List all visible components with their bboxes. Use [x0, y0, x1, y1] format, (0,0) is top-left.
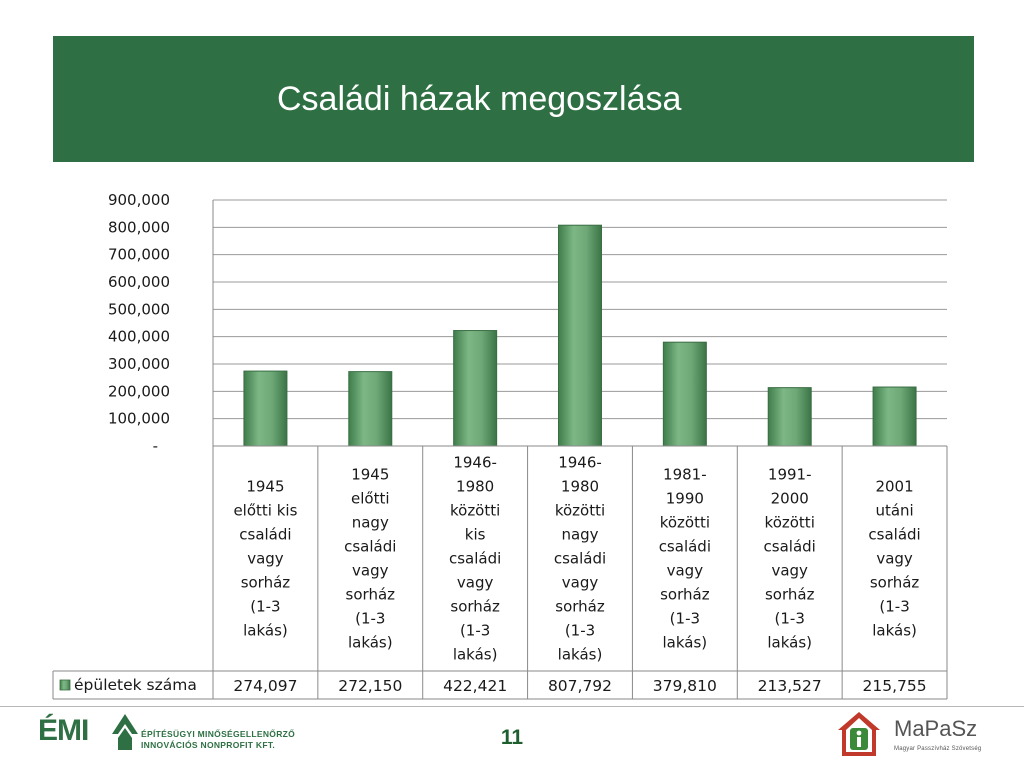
category-label: sorház [345, 585, 396, 604]
bar [454, 331, 497, 446]
category-label: 1991- [767, 465, 812, 484]
mapasz-logo [836, 708, 986, 760]
category-label: (1-3 [250, 597, 281, 616]
data-value-label: 422,421 [443, 677, 508, 695]
category-label: 1981- [663, 465, 707, 484]
category-label: vagy [561, 573, 599, 592]
category-label: utáni [875, 501, 914, 520]
category-label: családi [658, 537, 712, 556]
category-label: 2000 [770, 489, 809, 508]
y-tick-label: 100,000 [107, 409, 170, 428]
emi-arrow-icon [110, 712, 140, 752]
legend-swatch [60, 680, 70, 690]
category-label: 1946- [558, 453, 602, 472]
category-label: vagy [876, 549, 913, 568]
bar [244, 371, 287, 446]
slide-title: Családi házak megoszlása [277, 80, 682, 118]
category-label: lakás) [347, 633, 393, 652]
category-label: 1980 [456, 477, 495, 496]
y-tick-label: 800,000 [107, 218, 170, 237]
category-label: vagy [456, 573, 494, 592]
category-label: (1-3 [774, 609, 805, 628]
category-label: családi [448, 549, 502, 568]
category-label: családi [763, 537, 816, 556]
category-label: közötti [449, 501, 501, 520]
category-label: családi [553, 549, 607, 568]
y-tick-label: 400,000 [107, 327, 170, 346]
mapasz-name: MaPaSz [894, 716, 978, 741]
category-label: vagy [771, 561, 808, 580]
category-label: lakás) [767, 633, 813, 652]
category-label: (1-3 [355, 609, 386, 628]
legend-series-name: épületek száma [74, 676, 197, 694]
y-tick-label: - [152, 437, 158, 455]
y-tick-label: 200,000 [107, 382, 170, 401]
category-label: 1945 [246, 477, 285, 496]
category-label: lakás) [872, 621, 917, 640]
category-label: nagy [561, 525, 599, 544]
category-label: vagy [352, 561, 389, 580]
data-value-label: 215,755 [862, 677, 927, 695]
category-label: lakás) [452, 645, 498, 664]
category-label: lakás) [243, 621, 288, 640]
page-number: 11 [500, 726, 524, 749]
category-label: 1946- [453, 453, 497, 472]
data-value-label: 807,792 [547, 677, 613, 695]
bar [768, 388, 811, 446]
house-info-icon [836, 710, 882, 758]
data-value-label: 213,527 [757, 677, 822, 695]
category-label: 1990 [665, 489, 704, 508]
emi-logo [38, 712, 298, 756]
emi-name-line2: INNOVÁCIÓS NONPROFIT KFT. [141, 740, 276, 750]
category-label: előtti kis [233, 501, 298, 520]
category-label: (1-3 [669, 609, 701, 628]
y-tick-label: 700,000 [107, 245, 170, 264]
footer-divider [0, 706, 1024, 707]
category-label: sorház [450, 597, 500, 616]
category-label: családi [239, 525, 292, 544]
y-tick-label: 300,000 [107, 355, 170, 373]
bar [559, 225, 602, 446]
category-label: vagy [247, 549, 284, 568]
category-label: közötti [554, 501, 606, 520]
category-label: 1945 [351, 465, 390, 484]
bar [349, 372, 392, 446]
category-label: családi [868, 525, 921, 544]
category-label: előtti [351, 489, 390, 508]
data-value-label: 272,150 [338, 677, 403, 695]
category-label: nagy [351, 513, 389, 532]
category-label: sorház [869, 573, 920, 592]
category-label: sorház [764, 585, 815, 604]
mapasz-subtitle: Magyar Passzívház Szövetség [894, 746, 982, 752]
data-value-label: 379,810 [652, 677, 717, 695]
y-tick-label: 600,000 [107, 273, 170, 291]
category-label: lakás) [557, 645, 603, 664]
category-label: (1-3 [459, 621, 491, 640]
category-label: (1-3 [879, 597, 910, 616]
category-label: közötti [659, 513, 711, 532]
bar [873, 387, 916, 446]
y-tick-label: 500,000 [107, 300, 170, 319]
category-label: sorház [660, 585, 710, 604]
y-tick-label: 900,000 [107, 191, 170, 209]
category-label: vagy [666, 561, 704, 580]
bar [663, 342, 706, 446]
category-label: családi [344, 537, 397, 556]
category-label: sorház [240, 573, 291, 592]
category-label: 2001 [875, 477, 914, 496]
category-label: (1-3 [564, 621, 596, 640]
category-label: sorház [555, 597, 605, 616]
category-label: kis [464, 525, 486, 544]
emi-name-line1: ÉPÍTÉSÜGYI MINŐSÉGELLENŐRZŐ [141, 729, 296, 739]
category-label: lakás) [662, 633, 708, 652]
category-label: 1980 [560, 477, 600, 496]
category-label: közötti [764, 513, 815, 532]
data-value-label: 274,097 [233, 677, 298, 695]
emi-logo-mark: ÉMI [38, 714, 89, 747]
